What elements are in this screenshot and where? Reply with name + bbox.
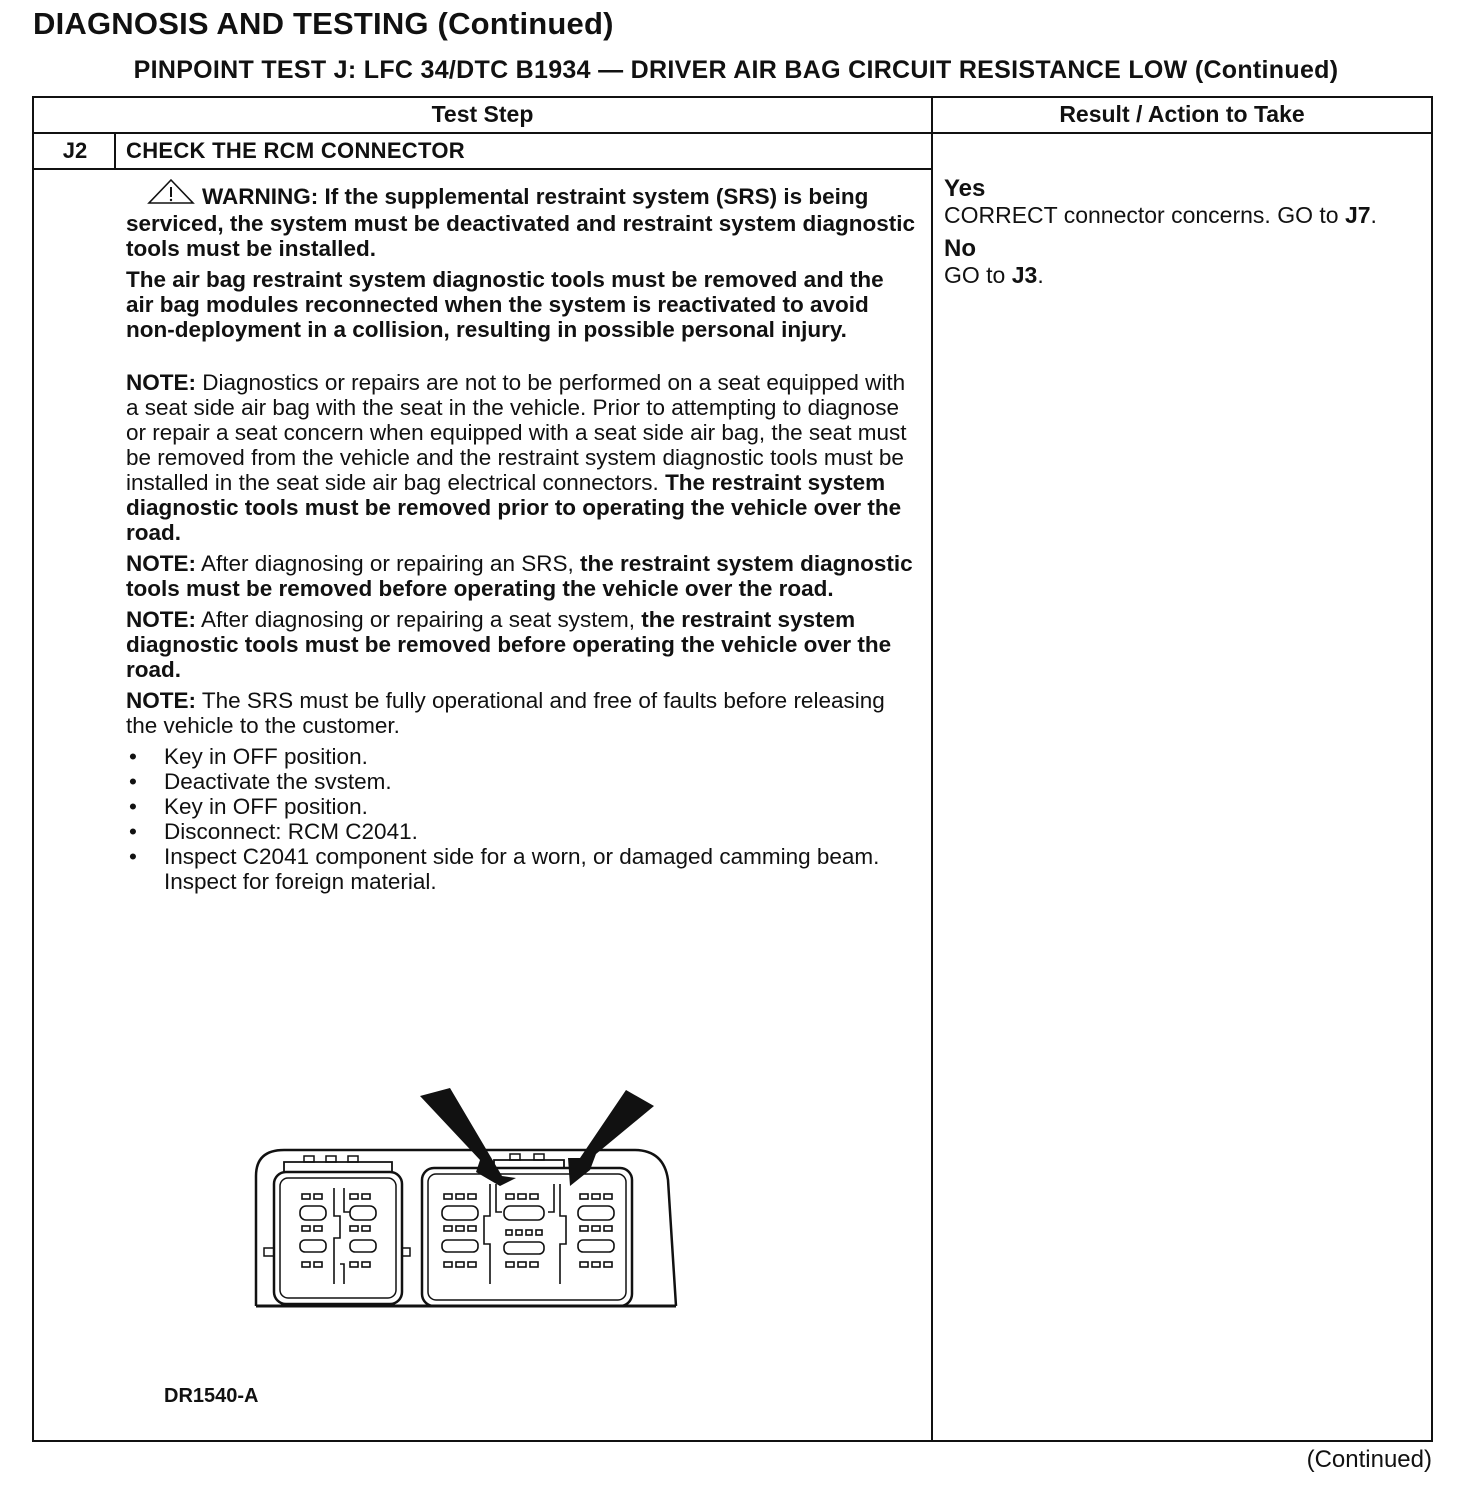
figure-label: DR1540-A	[164, 1385, 259, 1407]
header-test-step: Test Step	[431, 101, 534, 127]
note-label: NOTE:	[126, 607, 196, 632]
warning-text-2: The air bag restraint system diagnostic tools must be removed and the air bag modules reconnected when the system is reactivated to avoid non-deployment in a collision, resulting in possible personal injury.	[126, 267, 884, 342]
pinpoint-test-subtitle: PINPOINT TEST J: LFC 34/DTC B1934 — DRIVER AIR BAG CIRCUIT RESISTANCE LOW (Continued)	[133, 56, 1339, 84]
result-no-action	[944, 262, 1377, 288]
note-1-bold: The restraint system diagnostic tools must be removed prior to operating the vehicle over the road.	[126, 470, 902, 545]
note-label: NOTE:	[126, 370, 196, 395]
result-yes-text: CORRECT connector concerns. GO to	[944, 202, 1339, 228]
list-item: • Deactivate the svstem.	[126, 769, 916, 794]
header-result-action: Result / Action to Take	[1059, 101, 1305, 127]
result-action-column	[944, 176, 1377, 296]
note-3-bold: the restraint system diagnostic tools must be removed before operating the vehicle over the road.	[126, 607, 892, 682]
warning-triangle-icon	[136, 178, 196, 211]
result-no-text: GO to	[944, 262, 1006, 288]
note-4	[126, 688, 916, 738]
note-4-text: The SRS must be fully operational and free of faults before releasing the vehicle to the customer.	[126, 688, 885, 738]
result-yes-target: J7	[1344, 202, 1371, 228]
note-label: NOTE:	[126, 551, 196, 576]
note-label: NOTE:	[126, 688, 196, 713]
rcm-connector-illustration	[244, 1088, 684, 1323]
note-1-text: Diagnostics or repairs are not to be performed on a seat equipped with a seat side air bag with the seat in the vehicle. Prior to attempting to diagnose or repair a seat concern when equipped with a seat side air bag, the seat must be removed from the vehicle and the restraint system diagnostic tools must be installed in the seat side air bag electrical connectors.	[126, 370, 907, 495]
note-3-text: After diagnosing or repairing a seat system,	[201, 607, 635, 632]
result-no-target: J3	[1011, 262, 1038, 288]
header-divider	[34, 132, 1431, 134]
result-no-period: .	[1037, 262, 1044, 288]
note-2-bold: the restraint system diagnostic tools must be removed before operating the vehicle over the road.	[126, 551, 913, 601]
list-item: • Disconnect: RCM C2041.	[126, 819, 916, 844]
pinpoint-test-table	[32, 96, 1433, 1442]
warning-paragraph	[126, 178, 916, 261]
note-1	[126, 370, 916, 545]
list-item: • Inspect C2041 component side for a worn, or damaged camming beam. Inspect for foreign material.	[126, 844, 916, 894]
list-item: • Key in OFF position.	[126, 744, 916, 769]
step-actions-list	[126, 744, 916, 894]
page-title: DIAGNOSIS AND TESTING (Continued)	[33, 6, 614, 41]
column-divider	[931, 98, 933, 1440]
result-yes-action	[944, 202, 1377, 228]
step-title: CHECK THE RCM CONNECTOR	[126, 138, 465, 163]
note-3	[126, 607, 916, 682]
result-yes-period: .	[1370, 202, 1377, 228]
step-title-divider	[34, 168, 931, 170]
warning-text-1: WARNING: If the supplemental restraint system (SRS) is being serviced, the system must be deactivated and restraint system diagnostic tools must be installed.	[126, 184, 916, 261]
step-id: J2	[62, 138, 88, 163]
note-2	[126, 551, 916, 601]
result-no-label: No	[944, 235, 976, 262]
continued-footer: (Continued)	[1306, 1446, 1432, 1473]
step-body	[126, 178, 916, 894]
note-2-text: After diagnosing or repairing an SRS,	[201, 551, 574, 576]
result-yes-label: Yes	[944, 175, 986, 202]
list-item: • Key in OFF position.	[126, 794, 916, 819]
